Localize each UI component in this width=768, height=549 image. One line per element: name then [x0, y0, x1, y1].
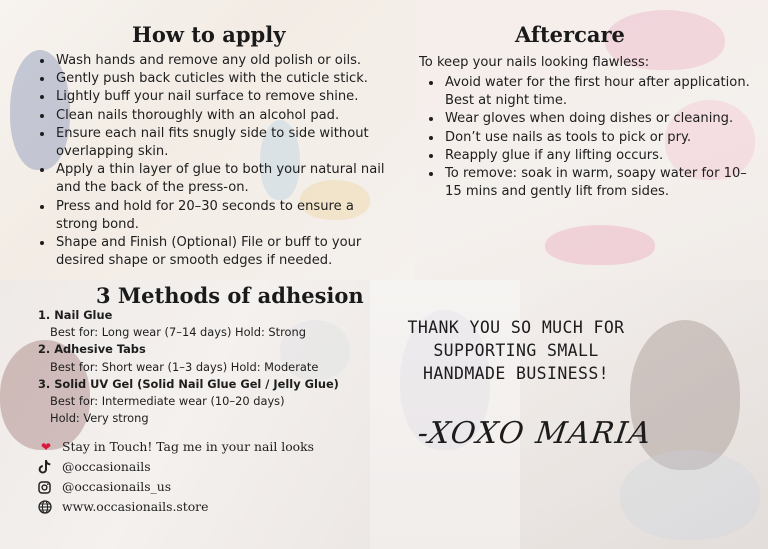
instagram-row[interactable] [38, 477, 314, 497]
aftercare-intro: To keep your nails looking flawless: [419, 55, 650, 70]
methods-list [38, 307, 339, 427]
method-detail: Best for: Short wear (1–3 days) Hold: Moderate [50, 359, 319, 374]
list-item: • Wash hands and remove any old polish or oils. [54, 52, 394, 70]
list-item: • Clean nails thoroughly with an alcohol pad. [54, 107, 394, 125]
website-link[interactable]: www.occasionails.store [62, 499, 209, 514]
method-detail: Best for: Intermediate wear (10–20 days) [50, 394, 285, 409]
thank-you-line: HANDMADE BUSINESS! [422, 364, 609, 383]
list-item: • Wear gloves when doing dishes or cleaning. [443, 110, 759, 128]
list-item: • To remove: soak in warm, soapy water for 10–15 mins and gently lift from sides. [443, 165, 759, 201]
method-detail: Hold: Very strong [50, 411, 149, 426]
list-item: • Press and hold for 20–30 seconds to ensure a strong bond. [54, 198, 394, 234]
list-item: • Shape and Finish (Optional) File or buff to your desired shape or smooth edges if needed. [54, 234, 394, 270]
aftercare-list [421, 74, 759, 201]
how-to-apply-title: How to apply [132, 22, 286, 47]
instagram-icon [38, 481, 54, 494]
methods-title: 3 Methods of adhesion [96, 283, 364, 308]
thank-you-line: THANK YOU SO MUCH FOR [407, 318, 625, 337]
tiktok-row[interactable] [38, 457, 314, 477]
signature: -XOXO MARIA [415, 416, 655, 451]
globe-icon [38, 500, 54, 514]
thank-you-message [372, 316, 660, 385]
website-row[interactable] [38, 497, 314, 517]
instagram-handle[interactable]: @occasionails_us [62, 479, 172, 494]
list-item: • Reapply glue if any lifting occurs. [443, 147, 759, 165]
aftercare-title: Aftercare [515, 22, 625, 47]
list-item: • Lightly buff your nail surface to remove shine. [54, 88, 394, 106]
method-name: 1. Nail Glue [38, 308, 113, 322]
how-to-apply-list [32, 52, 394, 270]
tiktok-icon [38, 460, 54, 474]
list-item: • Gently push back cuticles with the cuticle stick. [54, 70, 394, 88]
thank-you-line: SUPPORTING SMALL [433, 341, 599, 360]
contact-block [38, 437, 314, 517]
method-detail: Best for: Long wear (7–14 days) Hold: Strong [50, 325, 306, 340]
list-item: • Ensure each nail fits snugly side to side without overlapping skin. [54, 125, 394, 161]
list-item: • Apply a thin layer of glue to both your natural nail and the back of the press-on. [54, 161, 394, 197]
list-item: • Avoid water for the first hour after application. Best at night time. [443, 74, 759, 110]
list-item: • Don’t use nails as tools to pick or pry. [443, 129, 759, 147]
method-name: 2. Adhesive Tabs [38, 342, 146, 357]
heart-icon: ❤ [40, 440, 52, 454]
stay-in-touch-row [38, 437, 314, 457]
tiktok-handle[interactable]: @occasionails [62, 459, 151, 474]
stay-in-touch-text: Stay in Touch! Tag me in your nail looks [62, 439, 314, 454]
method-name: 3. Solid UV Gel (Solid Nail Glue Gel / Jelly Glue) [38, 376, 339, 391]
